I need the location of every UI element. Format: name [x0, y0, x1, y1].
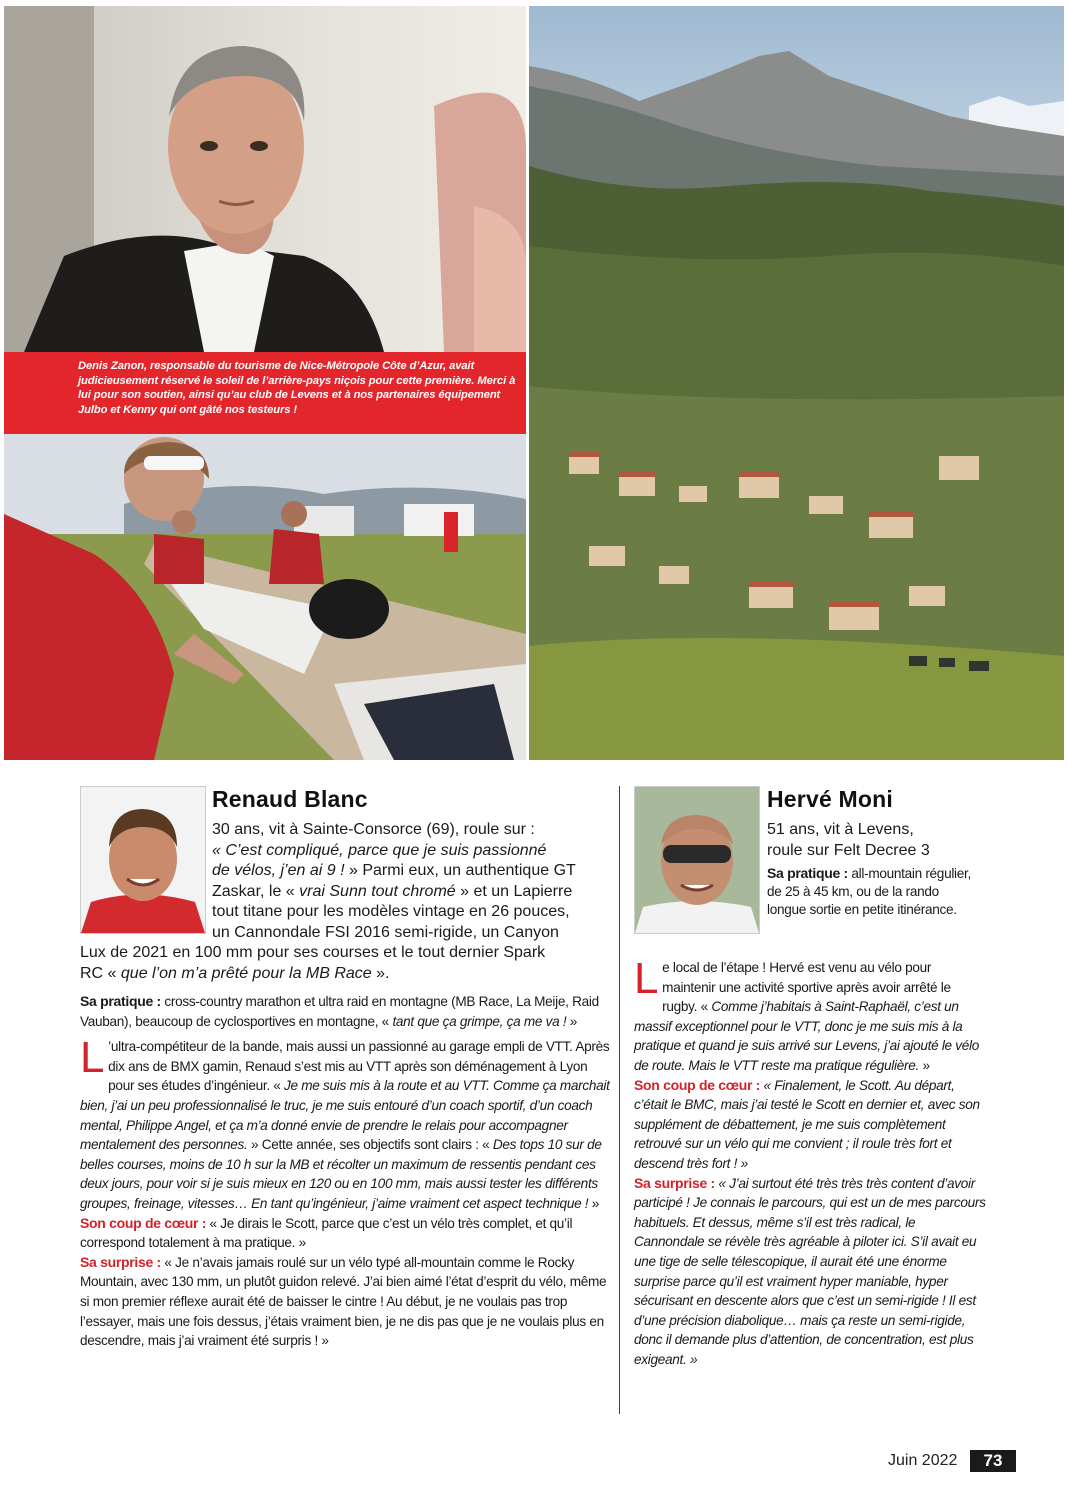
portrait-herve-moni	[634, 786, 760, 934]
coeur-label-right: Son coup de cœur :	[634, 1076, 761, 1093]
page-number: 73	[970, 1450, 1016, 1472]
profile-text-right: Le local de l’étape ! Hervé est venu au vélo pour maintenir une activité sportive après avoir arrêté le rugby. « Comme j’habitais à Saint-Raphaël, c’est un massif exceptionnel pour le VTT, donc je me suis mis à la pratique et quand je suis arrivé sur Levens, j’ai ajouté le vélo de route. Mais le VTT reste ma pratique régulière. » Son coup de cœur : « Finalement, le Scott. Au départ, c’était le BMC, mais j’ai testé le Scott en dernier et, avec son supplément de débattement, je me suis complètement retrouvé sur un vélo qui me convient ; il roule très fort et descend très fort ! » Sa surprise : « J’ai surtout été très très très content d’avoir participé ! Je connais le parcours, qui est un de mes parcours habituels. Et dessus, même s’il est très radical, le Cannondale se révèle très agréable à piloter ici. S’il avait eu une tige de selle télescopique, il aurait été une énorme surprise parce qu’il est vraiment hyper maniable, hyper sécurisant en descente alors que c’est un semi-rigide ! Il est d’une précision diabolique… mais ça reste un semi-rigide, donc il demande plus d’attention, de concentration, est plus exigeant. »	[634, 954, 986, 1367]
profile-name-left: Renaud Blanc	[212, 786, 368, 812]
portrait-renaud-blanc	[80, 786, 206, 934]
pratique-label-right: Sa pratique :	[767, 865, 848, 881]
dropcap-right: L	[634, 954, 659, 1003]
profile-intro-right: 51 ans, vit à Levens, roule sur Felt Decree 3	[767, 821, 930, 859]
photo-denis-zanon	[4, 6, 526, 352]
coeur-label-left: Son coup de cœur :	[80, 1214, 207, 1231]
photo-levens-landscape	[529, 6, 1064, 760]
issue-date: Juin 2022	[888, 1452, 958, 1469]
photo-registration-table	[4, 434, 526, 760]
profile-intro-left-cont: Lux de 2021 en 100 mm pour ses courses et le tout dernier Spark RC « que l’on m’a prêté pour la MB Race ».	[80, 944, 546, 982]
profile-text-left: Sa pratique : cross-country marathon et ultra raid en montagne (MB Race, La Meije, Raid Vauban), beaucoup de cyclosportives en montagne, « tant que ça grimpe, ça me va ! » L ’ultra-compétiteur de la bande, mais aussi un passionné au garage empli de VTT. Après dix ans de BMX gamin, Renaud s’est mis au VTT après son déménagement à Lyon pour ses études d’ingénieur. « Je me suis mis à la route et au VTT. Comme ça marchait bien, j’ai un peu professionnalisé le truc, je me suis entouré d’un coach sportif, d’un coach mental, Philippe Angel, et ça m’a donné envie de prendre le relais pour accompagner mentalement des personnes. » Cette année, ses objectifs sont clairs : « Des tops 10 sur de belles courses, moins de 10 h sur la MB et récolter un maximum de ressentis pendant ces deux jours, pour voir si je suis mieux en 120 ou en 100 mm, mais aussi tester les différents groupes, freinage, vitesses… En tant qu’ingénieur, j’aime vraiment cet aspect technique ! » Son coup de cœur : « Je dirais le Scott, parce que c’est un vélo très complet, et qu’il correspond totalement à ma pratique. » Sa surprise : « Je n’avais jamais roulé sur un vélo typé all-mountain comme le Rocky Mountain, avec 130 mm, un plutôt guidon relevé. J’ai bien aimé l’état d’esprit du vélo, même si mon premier réflexe aurait été de baisser le cintre ! Au début, je ne voulais pas trop l’essayer, mais une fois dessus, j’étais vraiment bien, je ne dis pas que je ne voulais plus en descendre, mais j’ai vraiment été surpris ! »	[80, 993, 610, 1349]
surprise-label-left: Sa surprise :	[80, 1253, 161, 1270]
profile-intro-left: 30 ans, vit à Sainte-Consorce (69), roule sur : « C’est compliqué, parce que je suis passionné de vélos, j’en ai 9 ! » Parmi eux, un authentique GT Zaskar, le « vrai Sunn tout chromé » et un Lapierre tout titane pour les modèles vintage en 26 pouces, un Cannondale FSI 2016 semi-rigide, un Canyon	[212, 821, 576, 941]
photo-caption: Denis Zanon, responsable du tourisme de Nice-Métropole Côte d’Azur, avait judicieusement réservé le soleil de l’arrière-pays niçois pour cette première. Merci à lui pour son soutien, ainsi qu’au club de Levens et à nos partenaires équipement Julbo et Kenny qui ont gâté nos testeurs !	[4, 352, 526, 434]
pratique-label-left: Sa pratique :	[80, 993, 161, 1009]
dropcap-left: L	[80, 1033, 105, 1083]
profile-name-right: Hervé Moni	[767, 786, 893, 812]
column-divider	[619, 786, 620, 1414]
profile-pratique-right: Sa pratique : all-mountain régulier, de 25 à 45 km, ou de la rando longue sortie en petite itinérance.	[767, 865, 971, 917]
surprise-label-right: Sa surprise :	[634, 1174, 715, 1191]
